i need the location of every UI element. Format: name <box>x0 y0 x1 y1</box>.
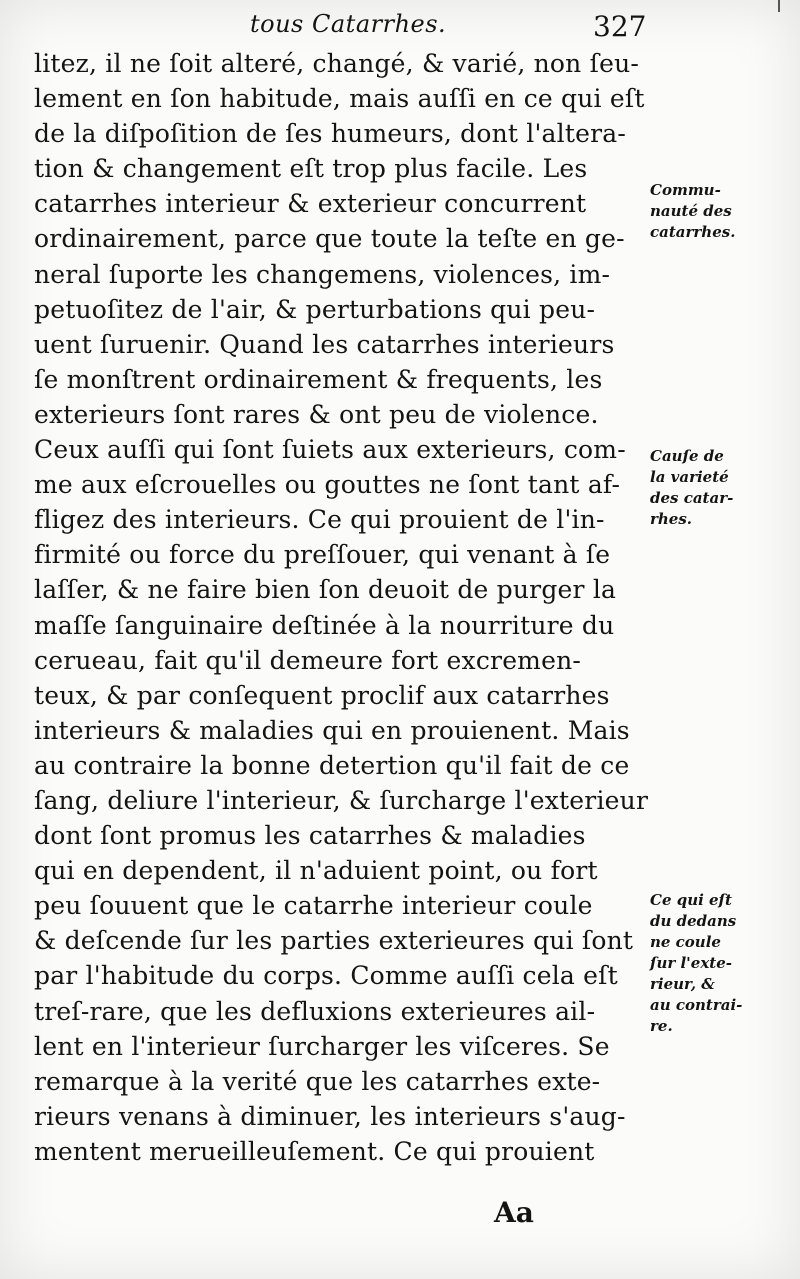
text-line: dont ſont promus les catarrhes & maladies <box>34 821 586 851</box>
text-line: interieurs & maladies qui en prouienent. Mais <box>34 715 630 745</box>
margin-note-line: Cauſe de <box>650 447 724 465</box>
margin-note-communaute <box>650 180 770 243</box>
text-line: uent ſuruenir. Quand les catarrhes interieurs <box>34 329 615 359</box>
text-line: cerueau, fait qu'il demeure fort excremen- <box>34 645 582 675</box>
margin-note-line: Commu- <box>650 181 721 199</box>
text-line: treſ-rare, que les defluxions exterieures ail- <box>34 996 596 1026</box>
body-text <box>34 46 654 1169</box>
margin-note-line: du dedans <box>650 912 737 930</box>
page-edge-mark <box>778 0 780 12</box>
signature-mark: Aa <box>494 1196 534 1229</box>
text-line: firmité ou force du preſſouer, qui venant à ſe <box>34 540 611 570</box>
text-line: Ceux auſſi qui ſont ſuiets aux exterieurs, com- <box>34 435 626 465</box>
text-line: lement en ſon habitude, mais auſſi en ce qui eſt <box>34 84 645 114</box>
margin-note-line: Ce qui eſt <box>650 891 732 909</box>
text-line: rieurs venans à diminuer, les interieurs s'aug- <box>34 1101 626 1131</box>
text-line: exterieurs ſont rares & ont peu de violence. <box>34 399 599 429</box>
text-line: petuoſitez de l'air, & perturbations qui peu- <box>34 294 596 324</box>
text-line: de la diſpoſition de ſes humeurs, dont l'altera- <box>34 119 626 149</box>
text-line: au contraire la bonne detertion qu'il fait de ce <box>34 750 630 780</box>
text-line: mentent merueilleuſement. Ce qui prouient <box>34 1136 595 1166</box>
margin-note-line: des catar- <box>650 489 734 507</box>
text-line: neral ſuporte les changemens, violences, im- <box>34 259 611 289</box>
margin-note-line: rhes. <box>650 510 693 528</box>
margin-note-dedans <box>650 890 770 1037</box>
text-line: lent en l'interieur ſurcharger les viſceres. Se <box>34 1031 610 1061</box>
text-line: me aux eſcrouelles ou gouttes ne ſont tant af- <box>34 470 621 500</box>
text-line: catarrhes interieur & exterieur concurrent <box>34 189 587 219</box>
margin-note-line: ne coule <box>650 933 721 951</box>
text-line: ordinairement, parce que toute la teſte en ge- <box>34 224 625 254</box>
text-line: par l'habitude du corps. Comme auſſi cela eſt <box>34 961 618 991</box>
margin-note-line: ſur l'exte- <box>650 954 732 972</box>
margin-note-line: nauté des <box>650 202 732 220</box>
margin-note-line: rieur, & <box>650 975 715 993</box>
page-number: 327 <box>593 10 647 43</box>
margin-note-line: catarrhes. <box>650 223 736 241</box>
margin-note-line: la varieté <box>650 468 729 486</box>
margin-note-line: au contrai- <box>650 996 743 1014</box>
running-title: tous Catarrhes. <box>250 10 447 38</box>
text-line: peu ſouuent que le catarrhe interieur coule <box>34 891 593 921</box>
text-line: ſang, deliure l'interieur, & ſurcharge l'exterieur <box>34 785 649 815</box>
text-line: teux, & par conſequent proclif aux catarrhes <box>34 680 610 710</box>
text-line: qui en dependent, il n'aduient point, ou fort <box>34 856 598 886</box>
text-line: & deſcende ſur les parties exterieures qui ſont <box>34 926 634 956</box>
margin-note-cause <box>650 446 770 530</box>
margin-note-line: re. <box>650 1017 673 1035</box>
text-line: fligez des interieurs. Ce qui prouient de l'in- <box>34 505 605 535</box>
text-line: laſſer, & ne faire bien ſon deuoit de purger la <box>34 575 617 605</box>
text-line: tion & changement eſt trop plus facile. Les <box>34 154 588 184</box>
text-line: maſſe ſanguinaire deſtinée à la nourriture du <box>34 610 615 640</box>
text-line: remarque à la verité que les catarrhes exte- <box>34 1066 601 1096</box>
text-line: ſe monſtrent ordinairement & frequents, les <box>34 364 603 394</box>
text-line: litez, il ne ſoit alteré, changé, & varié, non ſeu- <box>34 49 640 78</box>
